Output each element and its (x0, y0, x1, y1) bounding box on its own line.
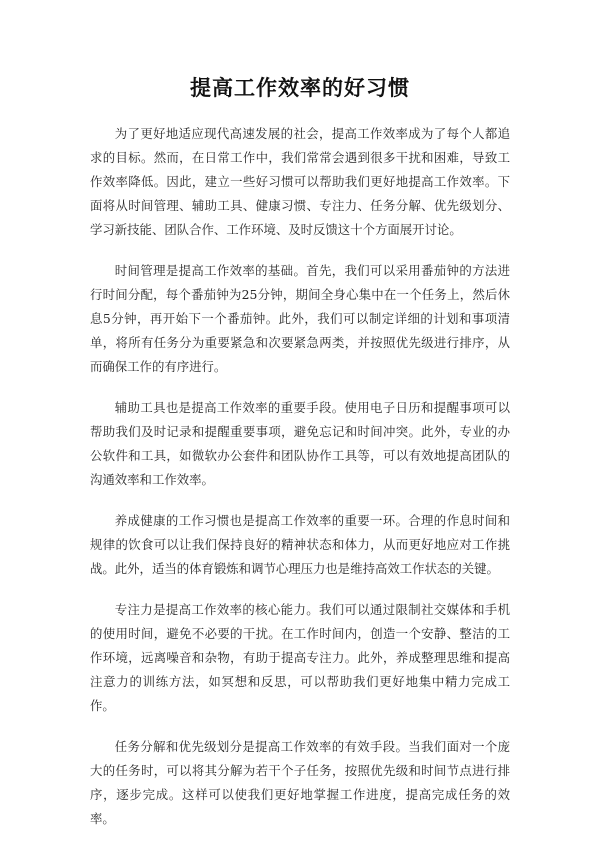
paragraph-health: 养成健康的工作习惯也是提高工作效率的重要一环。合理的作息时间和规律的饮食可以让我们保持良好的精神状态和体力，从而更好地应对工作挑战。此外，适当的体育锻炼和调节心理压力也是维持高效工作状态的关键。 (90, 513, 510, 576)
paragraph-task-breakdown: 任务分解和优先级划分是提高工作效率的有效手段。当我们面对一个庞大的任务时，可以将其分解为若干个子任务，按照优先级和时间节点进行排序，逐步完成。这样可以使我们更好地掌握工作进度，提高完成任务的效率。 (90, 739, 510, 826)
paragraph-tools: 辅助工具也是提高工作效率的重要手段。使用电子日历和提醒事项可以帮助我们及时记录和提醒重要事项，避免忘记和时间冲突。此外，专业的办公软件和工具，如微软办公套件和团队协作工具等，可以有效地提高团队的沟通效率和工作效率。 (90, 400, 510, 487)
paragraph-time-management: 时间管理是提高工作效率的基础。首先，我们可以采用番茄钟的方法进行时间分配，每个番茄钟为25分钟，期间全身心集中在一个任务上，然后休息5分钟，再开始下一个番茄钟。此外，我们可以制定详细的计划和事项清单，将所有任务分为重要紧急和次要紧急两类，并按照优先级进行排序，从而确保工作的有序进行。 (90, 263, 510, 374)
paragraph-intro: 为了更好地适应现代高速发展的社会，提高工作效率成为了每个人都追求的目标。然而，在日常工作中，我们常常会遇到很多干扰和困难，导致工作效率降低。因此，建立一些好习惯可以帮助我们更好地提高工作效率。下面将从时间管理、辅助工具、健康习惯、专注力、任务分解、优先级划分、学习新技能、团队合作、工作环境、及时反馈这十个方面展开讨论。 (90, 126, 510, 237)
document-title: 提高工作效率的好习惯 (190, 76, 410, 100)
document-body (90, 122, 510, 848)
paragraph-focus: 专注力是提高工作效率的核心能力。我们可以通过限制社交媒体和手机的使用时间，避免不必要的干扰。在工作时间内，创造一个安静、整洁的工作环境，远离噪音和杂物，有助于提高专注力。此外，养成整理思维和提高注意力的训练方法，如冥想和反思，可以帮助我们更好地集中精力完成工作。 (90, 602, 510, 713)
